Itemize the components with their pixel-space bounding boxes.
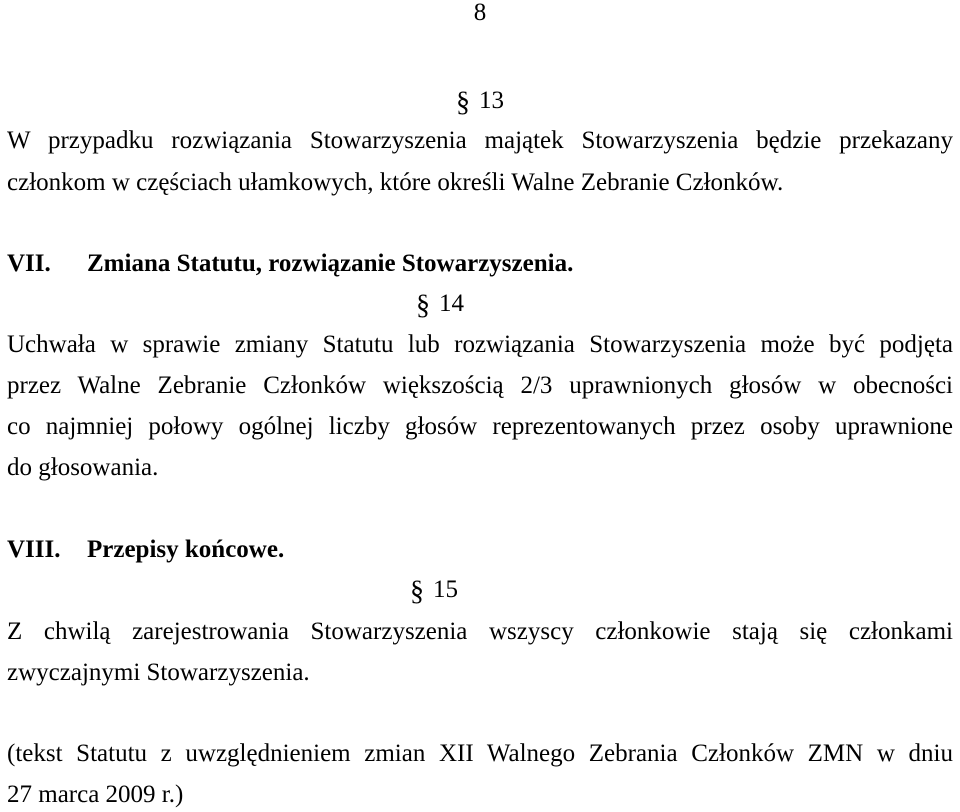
paragraph-13-line-2: członkom w częściach ułamkowych, które określi Walne Zebranie Członków. <box>7 169 784 196</box>
amendment-note-line-1: (tekst Statutu z uwzględnieniem zmian XII Walnego Zebrania Członków ZMN w dniu <box>7 740 953 767</box>
paragraph-13-line-1: W przypadku rozwiązania Stowarzyszenia majątek Stowarzyszenia będzie przekazany <box>7 127 953 154</box>
paragraph-15-line-1: Z chwilą zarejestrowania Stowarzyszenia wszyscy członkowie stają się członkami <box>7 618 953 645</box>
chapter-7-heading <box>7 249 573 279</box>
paragraph-number-15: 15 <box>433 576 458 603</box>
chapter-8-title: Przepisy końcowe. <box>87 536 285 563</box>
amendment-note-line-2: 27 marca 2009 r.) <box>7 781 184 808</box>
paragraph-14-line-3: co najmniej połowy ogólnej liczby głosów reprezentowanych przez osoby uprawnione <box>7 413 953 440</box>
chapter-8-numeral: VIII. <box>7 536 61 563</box>
paragraph-number-13: 13 <box>479 87 504 114</box>
chapter-8-heading <box>7 535 284 565</box>
paragraph-14-line-2: przez Walne Zebranie Członków większością 2/3 uprawnionych głosów w obecności <box>7 372 953 399</box>
page-number: 8 <box>473 0 487 26</box>
chapter-7-numeral: VII. <box>7 250 51 277</box>
paragraph-15-line-2: zwyczajnymi Stowarzyszenia. <box>7 659 310 686</box>
chapter-7-title: Zmiana Statutu, rozwiązanie Stowarzyszenia. <box>87 250 574 277</box>
paragraph-14-line-4: do głosowania. <box>7 454 159 481</box>
paragraph-sign-15: § <box>410 576 424 607</box>
paragraph-14-line-1: Uchwała w sprawie zmiany Statutu lub rozwiązania Stowarzyszenia może być podjęta <box>7 331 953 358</box>
paragraph-number-14: 14 <box>439 290 464 317</box>
paragraph-sign-14: § <box>416 290 430 321</box>
paragraph-sign-13: § <box>456 87 470 118</box>
